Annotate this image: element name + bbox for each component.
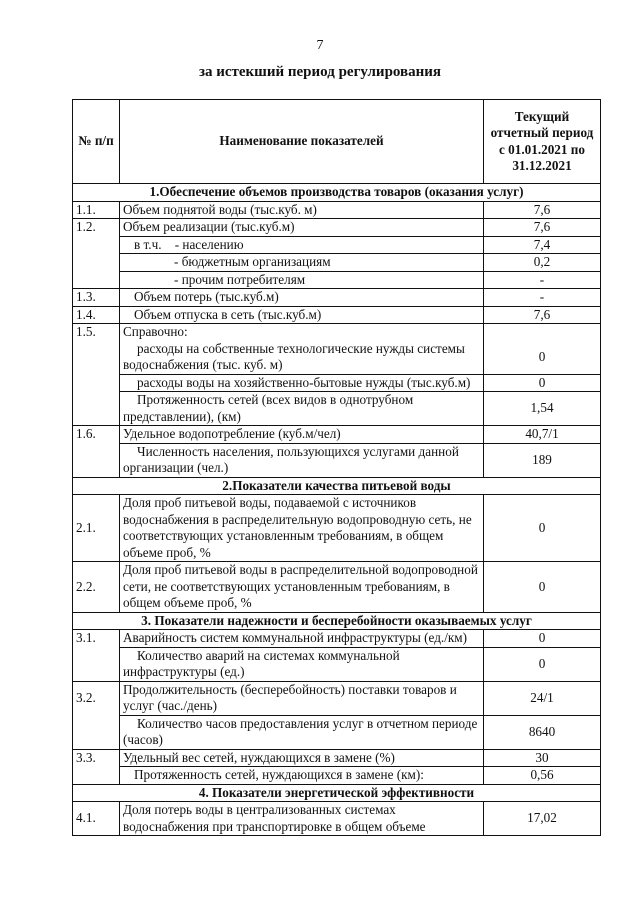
table-row (73, 271, 601, 289)
row-number (73, 341, 120, 375)
row-name: Доля проб питьевой воды в распределительной водопроводной сети, не соответствующих установленным требованиям, в общем объеме проб, % (120, 562, 484, 613)
row-name: Протяженность сетей (всех видов в однотрубном представлении), (км) (120, 392, 484, 426)
row-number: 1.1. (73, 201, 120, 219)
row-number: 1.3. (73, 289, 120, 307)
row-name: расходы на собственные технологические нужды системы водоснабжения (тыс. куб. м) (120, 341, 484, 375)
table-row (73, 681, 601, 715)
table-row (73, 495, 601, 562)
row-name: Справочно: (120, 324, 484, 341)
row-number (73, 392, 120, 426)
row-value: 0 (484, 562, 601, 613)
header-num: № п/п (73, 100, 120, 184)
row-name: Объем поднятой воды (тыс.куб. м) (120, 201, 484, 219)
row-number (73, 271, 120, 289)
row-number: 1.5. (73, 324, 120, 341)
table-row (73, 715, 601, 749)
table-row (73, 254, 601, 272)
row-value: 0 (484, 374, 601, 392)
table-row (73, 426, 601, 444)
row-value: 30 (484, 749, 601, 767)
row-number: 2.1. (73, 495, 120, 562)
row-value: 7,6 (484, 306, 601, 324)
row-value (484, 324, 601, 341)
row-name: Доля проб питьевой воды, подаваемой с источников водоснабжения в распределительную водопроводную сеть, не соответствующих установленным требованиям, в общем объеме проб, % (120, 495, 484, 562)
row-name: - бюджетным организациям (120, 254, 484, 272)
row-value: 24/1 (484, 681, 601, 715)
table-row (73, 767, 601, 785)
section-heading: 4. Показатели энергетической эффективности (73, 784, 601, 802)
section-heading: 1.Обеспечение объемов производства товаров (оказания услуг) (73, 184, 601, 202)
row-value: 0 (484, 647, 601, 681)
row-number: 1.6. (73, 426, 120, 444)
row-number (73, 254, 120, 272)
indicators-table (72, 99, 601, 836)
header-period: Текущий отчетный период с 01.01.2021 по 31.12.2021 (484, 100, 601, 184)
table-row (73, 236, 601, 254)
table-header-row (73, 100, 601, 184)
row-name: Количество часов предоставления услуг в отчетном периоде (часов) (120, 715, 484, 749)
row-value: 0,2 (484, 254, 601, 272)
row-number: 1.4. (73, 306, 120, 324)
row-name: Объем реализации (тыс.куб.м) (120, 219, 484, 237)
row-number: 3.1. (73, 630, 120, 648)
row-value: - (484, 289, 601, 307)
row-number (73, 443, 120, 477)
table-row (73, 324, 601, 341)
row-value: 7,6 (484, 201, 601, 219)
row-number: 3.2. (73, 681, 120, 715)
table-row (73, 562, 601, 613)
row-number (73, 767, 120, 785)
row-name: Аварийность систем коммунальной инфраструктуры (ед./км) (120, 630, 484, 648)
row-name: расходы воды на хозяйственно-бытовые нужды (тыс.куб.м) (120, 374, 484, 392)
row-name: Удельное водопотребление (куб.м/чел) (120, 426, 484, 444)
table-row (73, 201, 601, 219)
row-value: 189 (484, 443, 601, 477)
row-value: 1,54 (484, 392, 601, 426)
table-row (73, 219, 601, 237)
row-name: Доля потерь воды в централизованных системах водоснабжения при транспортировке в общем объеме (120, 802, 484, 836)
table-row (73, 443, 601, 477)
table-row (73, 392, 601, 426)
row-number: 3.3. (73, 749, 120, 767)
row-name: - прочим потребителям (120, 271, 484, 289)
table-row (73, 306, 601, 324)
page-number: 7 (316, 38, 324, 53)
row-number (73, 715, 120, 749)
table-row (73, 749, 601, 767)
row-number: 2.2. (73, 562, 120, 613)
row-value: 17,02 (484, 802, 601, 836)
row-value: 0 (484, 341, 601, 375)
row-name: Удельный вес сетей, нуждающихся в замене (%) (120, 749, 484, 767)
row-number (73, 236, 120, 254)
table-row (73, 374, 601, 392)
document-title: за истекший период регулирования (198, 64, 442, 80)
row-value: - (484, 271, 601, 289)
row-value: 40,7/1 (484, 426, 601, 444)
row-name: в т.ч. - населению (120, 236, 484, 254)
row-value: 7,4 (484, 236, 601, 254)
table-row (73, 341, 601, 375)
table-row (73, 630, 601, 648)
table-row (73, 647, 601, 681)
row-value: 0,56 (484, 767, 601, 785)
row-name: Протяженность сетей, нуждающихся в замене (км): (120, 767, 484, 785)
row-name: Продолжительность (бесперебойность) поставки товаров и услуг (час./день) (120, 681, 484, 715)
row-number (73, 647, 120, 681)
row-name: Объем отпуска в сеть (тыс.куб.м) (120, 306, 484, 324)
row-value: 0 (484, 630, 601, 648)
table-row (73, 802, 601, 836)
row-name: Количество аварий на системах коммунальной инфраструктуры (ед.) (120, 647, 484, 681)
row-value: 0 (484, 495, 601, 562)
row-name: Численность населения, пользующихся услугами данной организации (чел.) (120, 443, 484, 477)
row-number: 1.2. (73, 219, 120, 237)
row-value: 8640 (484, 715, 601, 749)
header-name: Наименование показателей (120, 100, 484, 184)
table-row (73, 289, 601, 307)
section-heading: 2.Показатели качества питьевой воды (73, 477, 601, 495)
row-name: Объем потерь (тыс.куб.м) (120, 289, 484, 307)
row-number: 4.1. (73, 802, 120, 836)
row-value: 7,6 (484, 219, 601, 237)
section-heading: 3. Показатели надежности и бесперебойности оказываемых услуг (73, 612, 601, 630)
row-number (73, 374, 120, 392)
